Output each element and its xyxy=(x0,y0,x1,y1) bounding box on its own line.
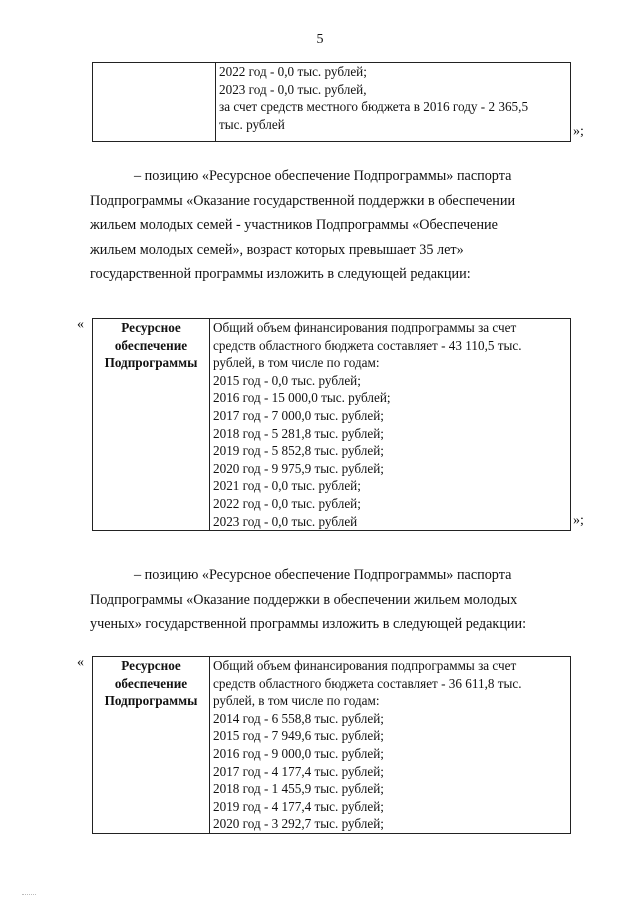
label-line: обеспечение xyxy=(114,337,188,353)
text-line: 2016 год - 15 000,0 тыс. рублей; xyxy=(213,390,391,406)
opening-quote-mark: « xyxy=(77,317,84,332)
label-line: обеспечение xyxy=(114,675,188,691)
amendment-paragraph xyxy=(90,563,570,637)
amendment-paragraph xyxy=(90,164,570,287)
text-line: рублей, в том числе по годам: xyxy=(213,693,380,709)
table-content-cell xyxy=(210,657,571,834)
label-line: Подпрограммы xyxy=(104,693,198,709)
text-line: 2022 год - 0,0 тыс. рублей; xyxy=(219,64,367,79)
text-line: 2018 год - 1 455,9 тыс. рублей; xyxy=(213,781,384,797)
text-line: 2016 год - 9 000,0 тыс. рублей; xyxy=(213,745,384,761)
text-line: 2021 год - 0,0 тыс. рублей; xyxy=(213,478,361,494)
text-line: Подпрограммы «Оказание поддержки в обеспечении жильем молодых xyxy=(90,591,518,608)
table-label-cell xyxy=(93,319,210,531)
label-line: Ресурсное xyxy=(121,658,181,673)
text-line: Подпрограммы «Оказание государственной поддержки в обеспечении xyxy=(90,192,516,209)
table-continuation xyxy=(92,62,571,142)
text-line: тыс. рублей xyxy=(219,116,285,132)
resource-table-1 xyxy=(92,318,571,531)
text-line: государственной программы изложить в следующей редакции: xyxy=(90,266,471,283)
text-line: 2019 год - 4 177,4 тыс. рублей; xyxy=(213,798,384,814)
table-label-cell xyxy=(93,657,210,834)
text-line: 2018 год - 5 281,8 тыс. рублей; xyxy=(213,425,384,441)
table-content-cell xyxy=(210,319,571,531)
text-line: 2017 год - 4 177,4 тыс. рублей; xyxy=(213,763,384,779)
text-line: Общий объем финансирования подпрограммы за счет xyxy=(213,320,517,335)
text-line: 2015 год - 7 949,6 тыс. рублей; xyxy=(213,728,384,744)
label-line: Ресурсное xyxy=(121,320,181,335)
text-line: Общий объем финансирования подпрограммы за счет xyxy=(213,658,517,673)
text-line: – позицию «Ресурсное обеспечение Подпрограммы» паспорта xyxy=(134,168,512,184)
text-line: жильем молодых семей - участников Подпрограммы «Обеспечение xyxy=(90,217,498,234)
text-line: средств областного бюджета составляет - 36 611,8 тыс. xyxy=(213,675,522,691)
resource-table-2 xyxy=(92,656,571,834)
text-line: жильем молодых семей», возраст которых превышает 35 лет» xyxy=(90,241,464,258)
closing-quote-mark: »; xyxy=(573,124,584,139)
text-line: 2015 год - 0,0 тыс. рублей; xyxy=(213,372,361,388)
text-line: ученых» государственной программы изложить в следующей редакции: xyxy=(90,616,527,633)
label-line: Подпрограммы xyxy=(104,355,198,371)
text-line: 2017 год - 7 000,0 тыс. рублей; xyxy=(213,407,384,423)
closing-quote-mark: »; xyxy=(573,513,584,528)
text-line: 2022 год - 0,0 тыс. рублей; xyxy=(213,495,361,511)
table-content-cell xyxy=(216,63,571,142)
text-line: 2019 год - 5 852,8 тыс. рублей; xyxy=(213,443,384,459)
opening-quote-mark: « xyxy=(77,655,84,670)
page-number: 5 xyxy=(316,32,324,47)
table-label-cell xyxy=(93,63,216,142)
text-line: 2023 год - 0,0 тыс. рублей xyxy=(213,513,358,529)
text-line: 2020 год - 3 292,7 тыс. рублей; xyxy=(213,816,384,832)
scan-artifact xyxy=(22,894,36,899)
text-line: 2014 год - 6 558,8 тыс. рублей; xyxy=(213,710,384,726)
text-line: средств областного бюджета составляет - 43 110,5 тыс. xyxy=(213,337,522,353)
text-line: за счет средств местного бюджета в 2016 году - 2 365,5 xyxy=(219,99,529,115)
text-line: 2023 год - 0,0 тыс. рублей, xyxy=(219,81,367,97)
text-line: – позицию «Ресурсное обеспечение Подпрограммы» паспорта xyxy=(134,567,512,583)
text-line: рублей, в том числе по годам: xyxy=(213,355,380,371)
text-line: 2020 год - 9 975,9 тыс. рублей; xyxy=(213,460,384,476)
